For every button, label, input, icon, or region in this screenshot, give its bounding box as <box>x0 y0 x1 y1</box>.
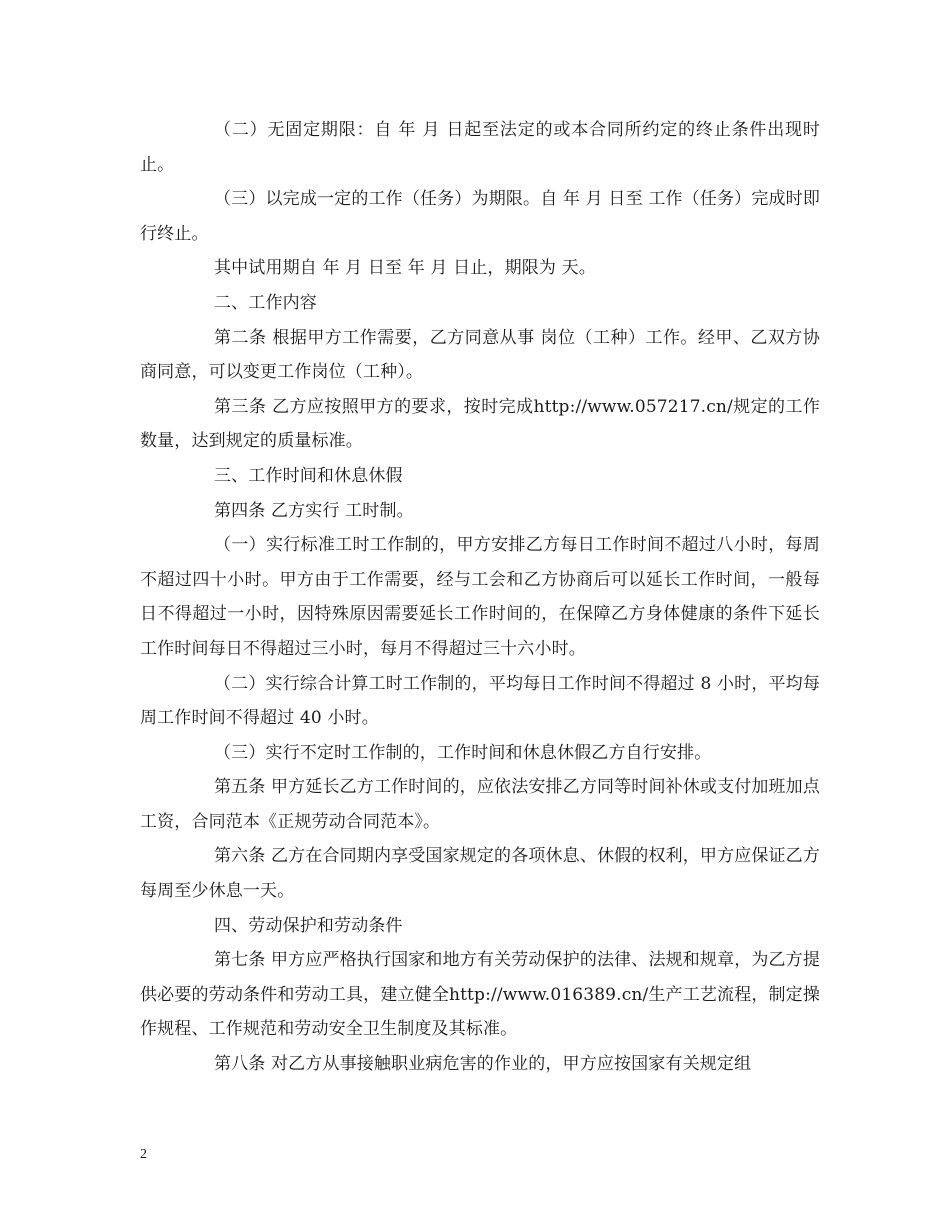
article-2: 第二条 根据甲方工作需要，乙方同意从事 岗位（工种）工作。经甲、乙双方协商同意，可以变更工作岗位（工种）。 <box>140 327 820 383</box>
section-heading-labor-protection: 四、劳动保护和劳动条件 <box>214 915 403 936</box>
page-number: 2 <box>140 1147 147 1162</box>
article-4-item-3: （三）实行不定时工作制的，工作时间和休息休假乙方自行安排。 <box>214 742 712 763</box>
article-4: 第四条 乙方实行 工时制。 <box>214 500 414 521</box>
article-5: 第五条 甲方延长乙方工作时间的，应依法安排乙方同等时间补休或支付加班加点工资，合同范本《正规劳动合同范本》。 <box>140 777 820 832</box>
article-4-item-1: （一）实行标准工时工作制的，甲方安排乙方每日工作时间不超过八小时，每周不超过四十小时。甲方由于工作需要，经与工会和乙方协商后可以延长工作时间，一般每日不得超过一小时，因特殊原因需要延长工作时间的，在保障乙方身体健康的条件下延长工作时间每日不得超过三小时，每月不得超过三十六小时。 <box>140 535 820 659</box>
paragraph-probation: 其中试用期自 年 月 日至 年 月 日止，期限为 天。 <box>214 258 596 279</box>
paragraph-task-term: （三）以完成一定的工作（任务）为期限。自 年 月 日至 工作（任务）完成时即行终止。 <box>140 189 820 244</box>
section-heading-work-content: 二、工作内容 <box>214 292 317 313</box>
article-4-item-2: （二）实行综合计算工时工作制的，平均每日工作时间不得超过 8 小时，平均每周工作时间不得超过 40 小时。 <box>140 673 820 729</box>
article-3: 第三条 乙方应按照甲方的要求，按时完成http://www.057217.cn/规定的工作数量，达到规定的质量标准。 <box>140 396 820 452</box>
article-6: 第六条 乙方在合同期内享受国家规定的各项休息、休假的权利，甲方应保证乙方每周至少休息一天。 <box>140 846 820 902</box>
document-body <box>140 113 820 1082</box>
section-heading-work-hours: 三、工作时间和休息休假 <box>214 465 403 486</box>
article-8: 第八条 对乙方从事接触职业病危害的作业的，甲方应按国家有关规定组 <box>214 1054 752 1075</box>
paragraph-fixed-term-none: （二）无固定期限：自 年 月 日起至法定的或本合同所约定的终止条件出现时止。 <box>140 120 820 175</box>
article-7: 第七条 甲方应严格执行国家和地方有关劳动保护的法律、法规和规章，为乙方提供必要的劳动条件和劳动工具，建立健全http://www.016389.cn/生产工艺流程，制定操作规程、工作规范和劳动安全卫生制度及其标准。 <box>140 950 820 1040</box>
